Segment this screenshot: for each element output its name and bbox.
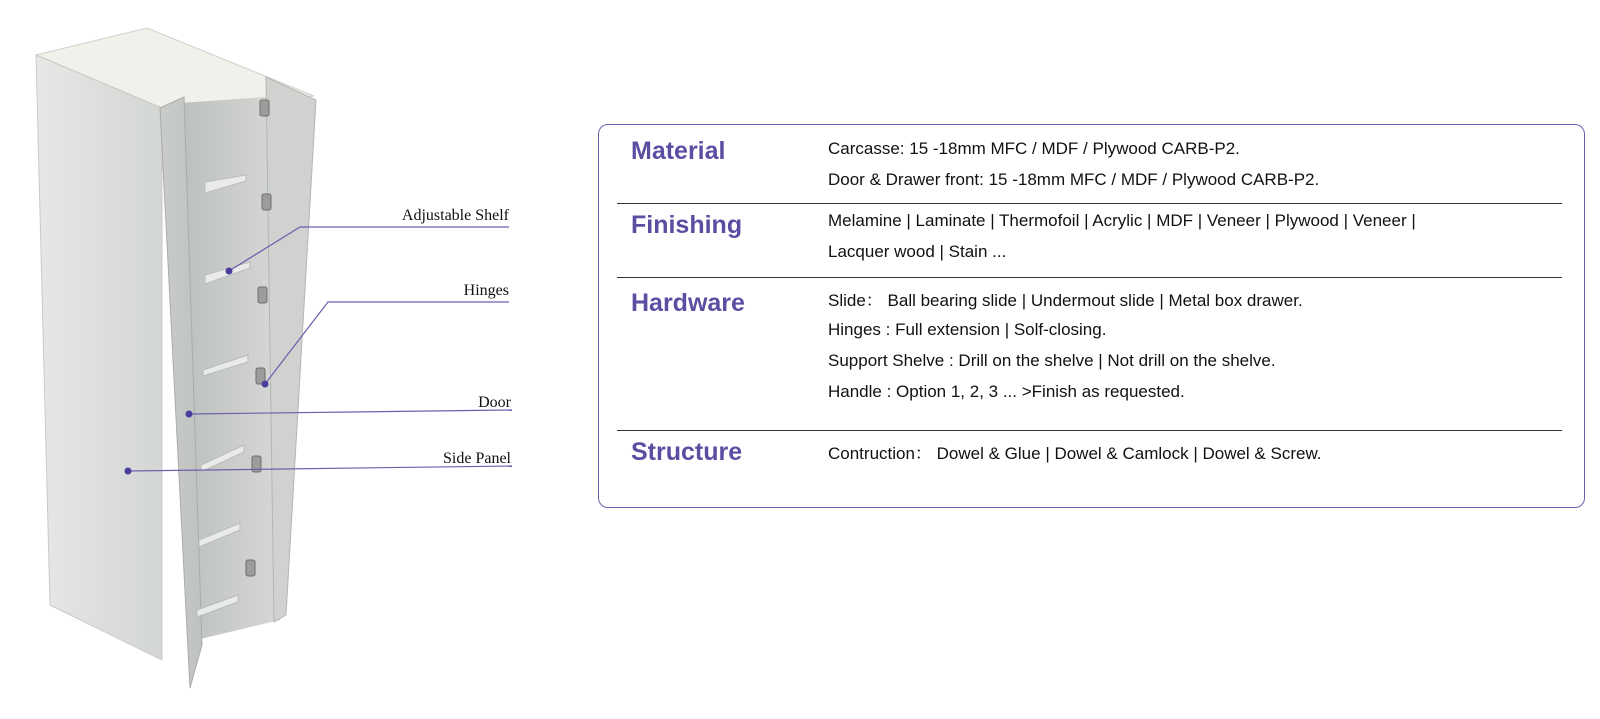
cabinet-illustration bbox=[0, 0, 600, 719]
spec-heading-hardware: Hardware bbox=[631, 289, 745, 317]
callout-label-door: Door bbox=[478, 394, 511, 411]
spec-line: Support Shelve : Drill on the shelve | Not drill on the shelve. bbox=[828, 351, 1276, 370]
spec-row-finishing bbox=[617, 203, 1562, 278]
spec-line: Lacquer wood | Stain ... bbox=[828, 242, 1007, 261]
spec-lines-material bbox=[828, 139, 1562, 189]
spec-row-hardware bbox=[617, 277, 1562, 431]
hinge bbox=[258, 287, 267, 303]
spec-lines-structure bbox=[828, 444, 1562, 463]
spec-lines-finishing bbox=[828, 211, 1562, 261]
spec-heading-structure: Structure bbox=[631, 438, 743, 466]
spec-heading-material: Material bbox=[631, 137, 726, 165]
spec-panel bbox=[598, 124, 1585, 508]
spec-line: Hinges : Full extension | Solf-closing. bbox=[828, 320, 1107, 339]
callout-dot-hinges bbox=[262, 381, 269, 388]
spec-line: Door & Drawer front: 15 -18mm MFC / MDF / Plywood CARB-P2. bbox=[828, 170, 1320, 189]
spec-heading-finishing: Finishing bbox=[631, 211, 743, 239]
callout-dot-adjustable-shelf bbox=[226, 268, 233, 275]
hinge bbox=[260, 100, 269, 116]
callout-label-hinges: Hinges bbox=[463, 282, 509, 299]
spec-line: Handle : Option 1, 2, 3 ... >Finish as requested. bbox=[828, 382, 1185, 401]
spec-line: Contruction： Dowel & Glue | Dowel & Camlock | Dowel & Screw. bbox=[828, 444, 1322, 463]
callout-label-side-panel: Side Panel bbox=[443, 450, 511, 467]
callout-dot-side-panel bbox=[125, 468, 132, 475]
spec-line: Slide： Ball bearing slide | Undermout slide | Metal box drawer. bbox=[828, 291, 1303, 310]
spec-lines-hardware bbox=[828, 291, 1562, 401]
hinge bbox=[262, 194, 271, 210]
spec-row-material bbox=[617, 125, 1562, 204]
callout-label-adjustable-shelf: Adjustable Shelf bbox=[401, 207, 509, 224]
hinge bbox=[246, 560, 255, 576]
spec-line: Carcasse: 15 -18mm MFC / MDF / Plywood CARB-P2. bbox=[828, 139, 1240, 158]
spec-line: Melamine | Laminate | Thermofoil | Acrylic | MDF | Veneer | Plywood | Veneer | bbox=[828, 211, 1416, 230]
cabinet-side-panel bbox=[36, 55, 162, 660]
callout-dot-door bbox=[186, 411, 193, 418]
spec-row-structure bbox=[617, 430, 1562, 500]
